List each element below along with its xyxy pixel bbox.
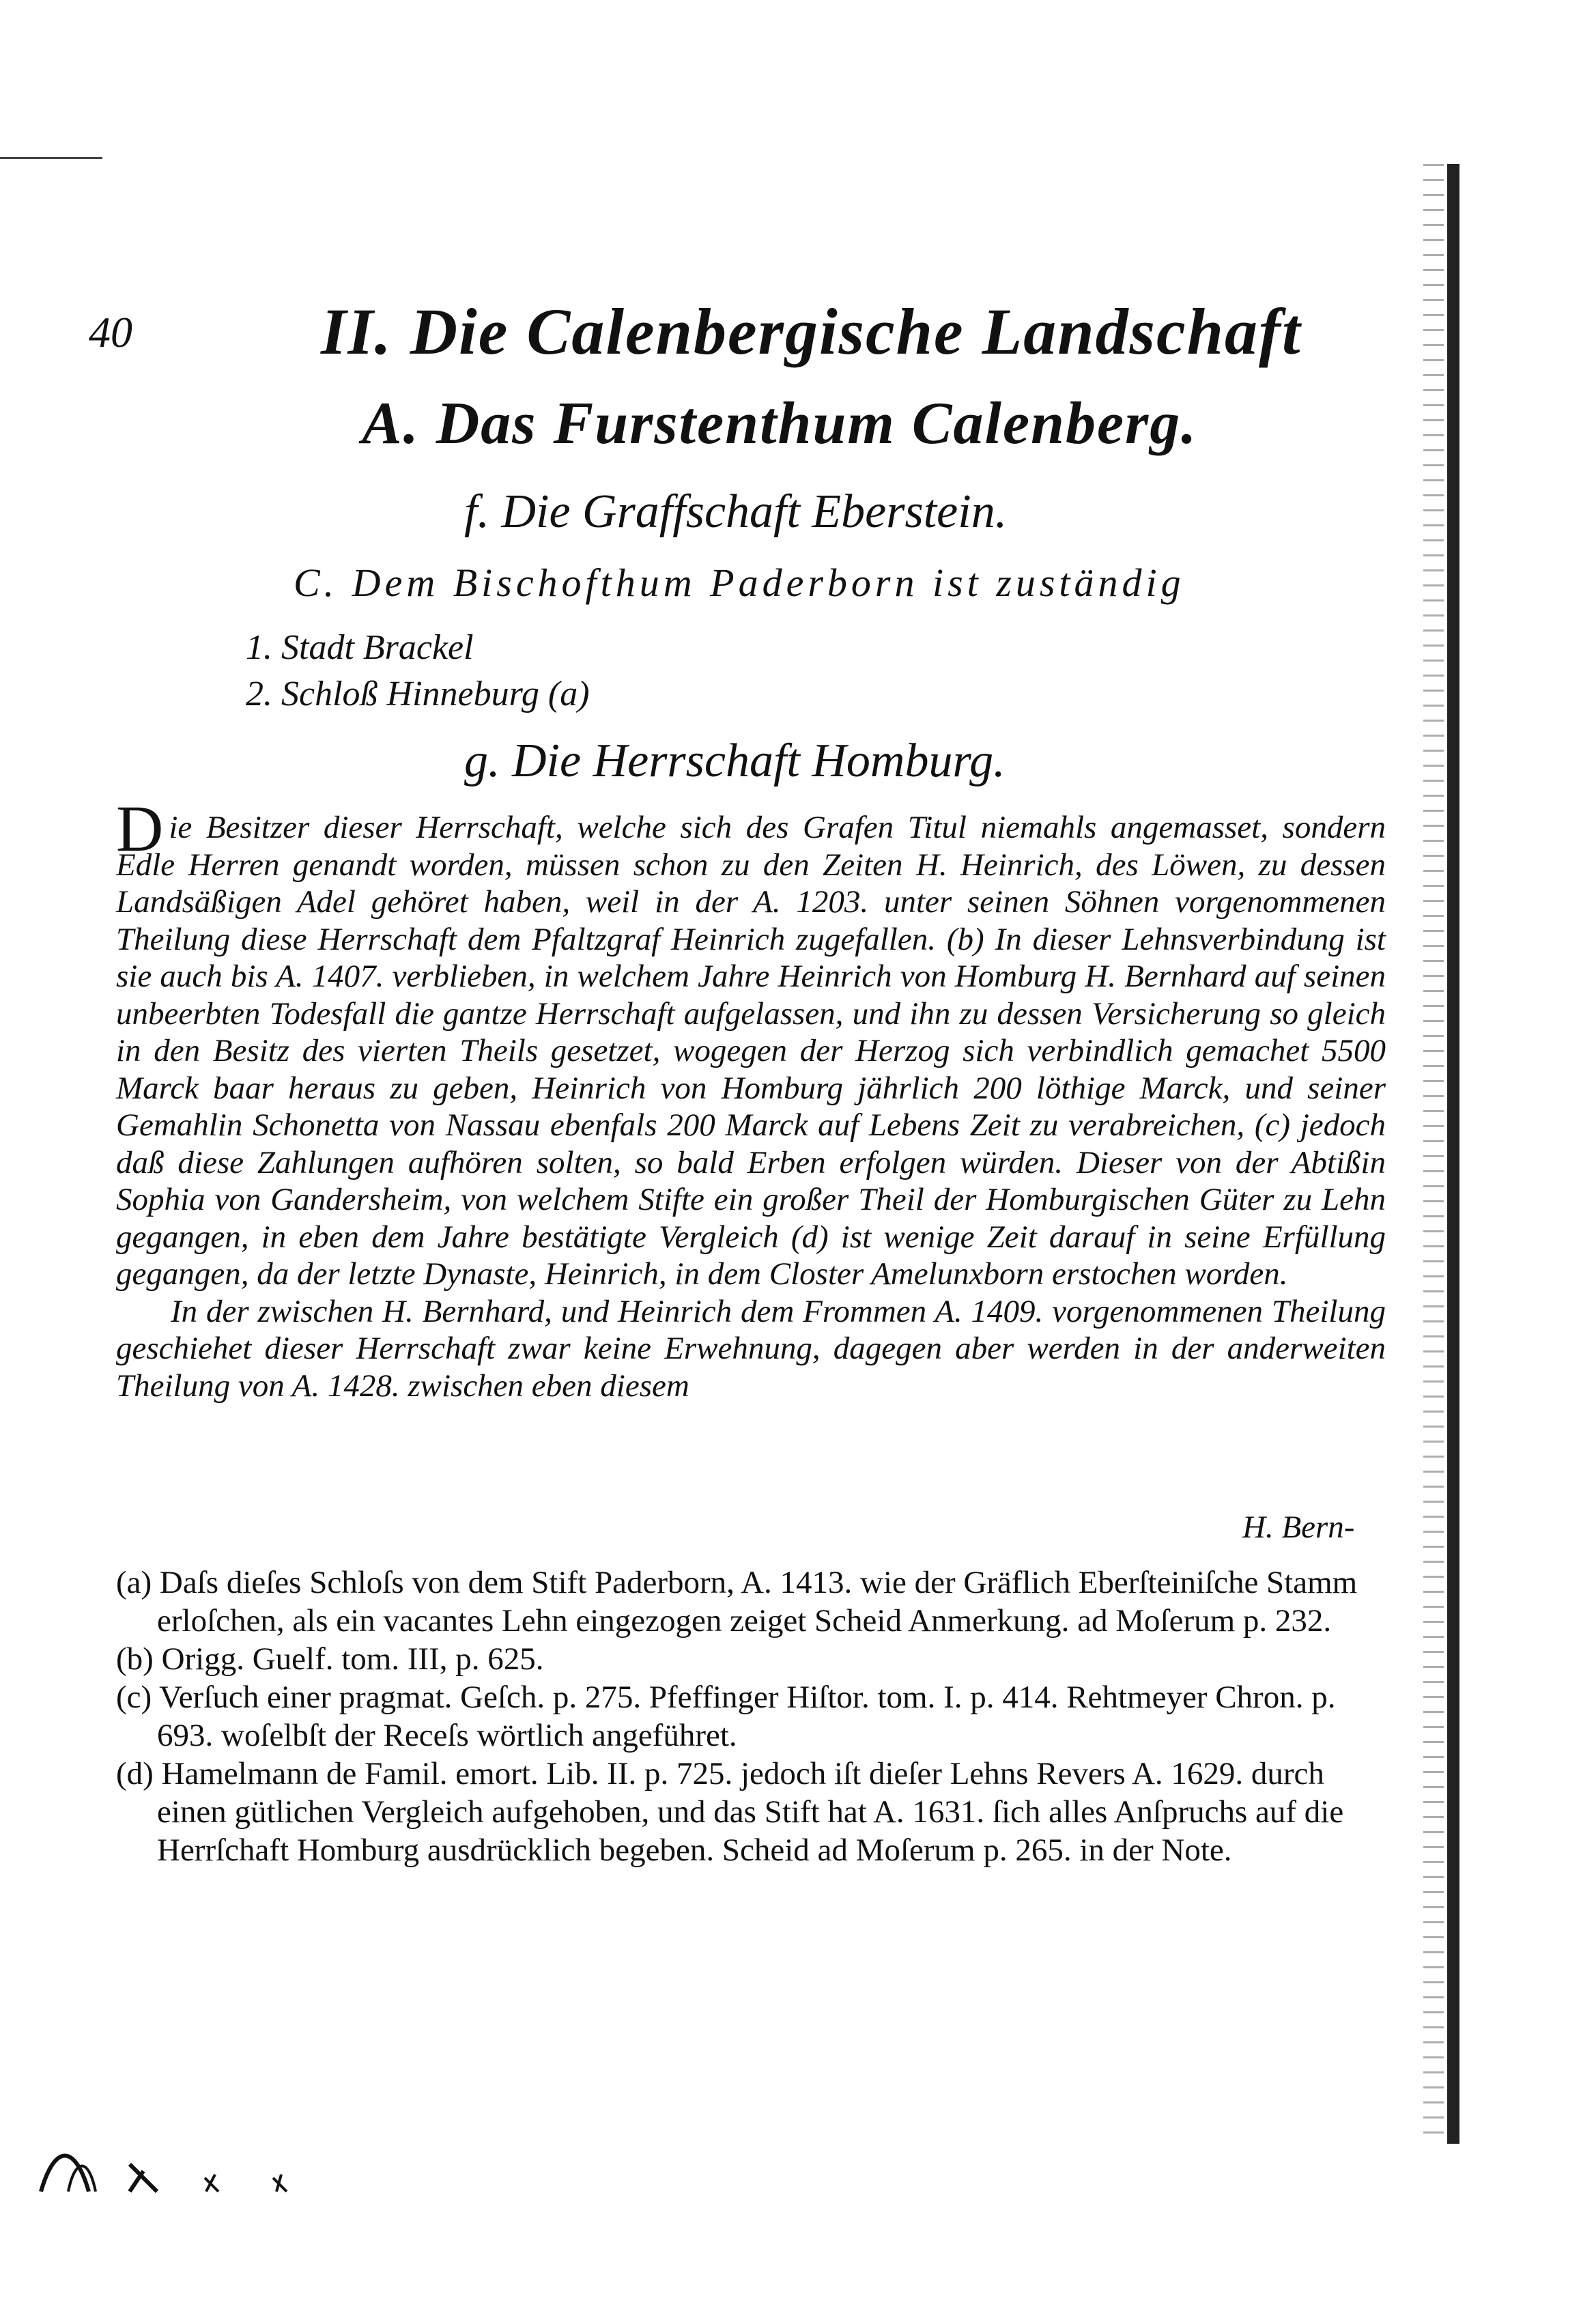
- body-text: [116, 792, 1386, 1404]
- page-number: 40: [89, 308, 132, 356]
- paragraph-2: In der zwischen H. Bernhard, und Heinrich dem Frommen A. 1409. vorgenommenen Theilung geschiehet dieser Herrschaft zwar keine Erwehnung, dagegen aber werden in der anderweiten Theilung von A. 1428. zwischen eben diesem: [116, 1293, 1386, 1404]
- drop-cap: D: [116, 792, 164, 865]
- footnote-mark: (c): [116, 1680, 152, 1715]
- running-head: II. Die Calenbergische Landschaft: [321, 295, 1302, 368]
- footnote-a: [116, 1563, 1386, 1640]
- footnote-c: [116, 1678, 1386, 1755]
- footnote-b: [116, 1640, 1386, 1678]
- top-rule: [0, 157, 102, 159]
- footnote-text: Verſuch einer pragmat. Geſch. p. 275. Pfeffinger Hiſtor. tom. I. p. 414. Rehtmeyer Chron. p. 693. woſelbſt der Receſs wörtlich angeführet.: [157, 1680, 1336, 1753]
- paragraph-1: [116, 792, 1386, 1293]
- section-heading-f: f. Die Graffschaft Eberstein.: [464, 485, 1008, 538]
- section-heading-c: C. Dem Bischofthum Paderborn ist zuständig: [294, 561, 1185, 605]
- binding-spine: [1447, 164, 1459, 2144]
- footnote-mark: (b): [116, 1641, 154, 1677]
- paragraph-1-text: ie Besitzer dieser Herrschaft, welche sich des Grafen Titul niemahls angemasset, sondern Edle Herren genandt worden, müssen schon zu den Zeiten H. Heinrich, des Löwen, zu dessen Landsäßigen Adel gehöret haben, weil in der A. 1203. unter seinen Söhnen vorgenommenen Theilung diese Herrschaft dem Pfaltzgraf Heinrich zugefallen. (b) In dieser Lehnsverbindung ist sie auch bis A. 1407. verblieben, in welchem Jahre Heinrich von Homburg H. Bernhard auf seinen unbeerbten Todesfall die gantze Herrschaft aufgelassen, und ihn zu dessen Versicherung so gleich in den Besitz des vierten Theils gesetzet, wogegen der Herzog sich verbindlich gemachet 5500 Marck baar heraus zu geben, Heinrich von Homburg jährlich 200 löthige Marck, und seiner Gemahlin Schonetta von Nassau ebenfals 200 Marck auf Lebens Zeit zu verabreichen, (c) jedoch daß diese Zahlungen aufhören solten, so bald Erben erfolgen würden. Dieser von der Abtißin Sophia von Gandersheim, von welchem Stifte ein großer Theil der Homburgischen Güter zu Lehn gegangen, in eben dem Jahre bestätigte Vergleich (d) ist wenige Zeit darauf in seine Erfüllung gegangen, da der letzte Dynaste, Heinrich, in dem Closter Amelunxborn erstochen worden.: [116, 810, 1386, 1292]
- footnote-text: Daſs dieſes Schloſs von dem Stift Paderborn, A. 1413. wie der Gräflich Eberſteiniſche Stamm erloſchen, als ein vacantes Lehn eingezogen zeiget Scheid Anmerkung. ad Moſerum p. 232.: [157, 1565, 1358, 1639]
- footnote-text: Hamelmann de Famil. emort. Lib. II. p. 725. jedoch iſt dieſer Lehns Revers A. 1629. durch einen gütlichen Vergleich aufgehoben, und das Stift hat A. 1631. ſich alles Anſpruchs auf die Herrſchaft Homburg ausdrücklich begeben. Scheid ad Moſerum p. 265. in der Note.: [157, 1756, 1344, 1868]
- footnote-d: [116, 1755, 1386, 1869]
- ornament-icon: [27, 2137, 300, 2198]
- catchword: H. Bern-: [1242, 1510, 1355, 1545]
- section-heading-g: g. Die Herrschaft Homburg.: [464, 735, 1006, 787]
- footnote-mark: (a): [116, 1565, 152, 1600]
- list-item: 2. Schloß Hinneburg (a): [246, 675, 590, 713]
- place-list: [246, 625, 590, 718]
- footnotes: [116, 1563, 1386, 1869]
- footnote-text: Origg. Guelf. tom. III, p. 625.: [161, 1641, 544, 1677]
- sub-head: A. Das Furstenthum Calenberg.: [362, 391, 1198, 457]
- footnote-mark: (d): [116, 1756, 154, 1791]
- list-item: 1. Stadt Brackel: [246, 628, 474, 667]
- page-edge-shadow: [1423, 164, 1444, 2144]
